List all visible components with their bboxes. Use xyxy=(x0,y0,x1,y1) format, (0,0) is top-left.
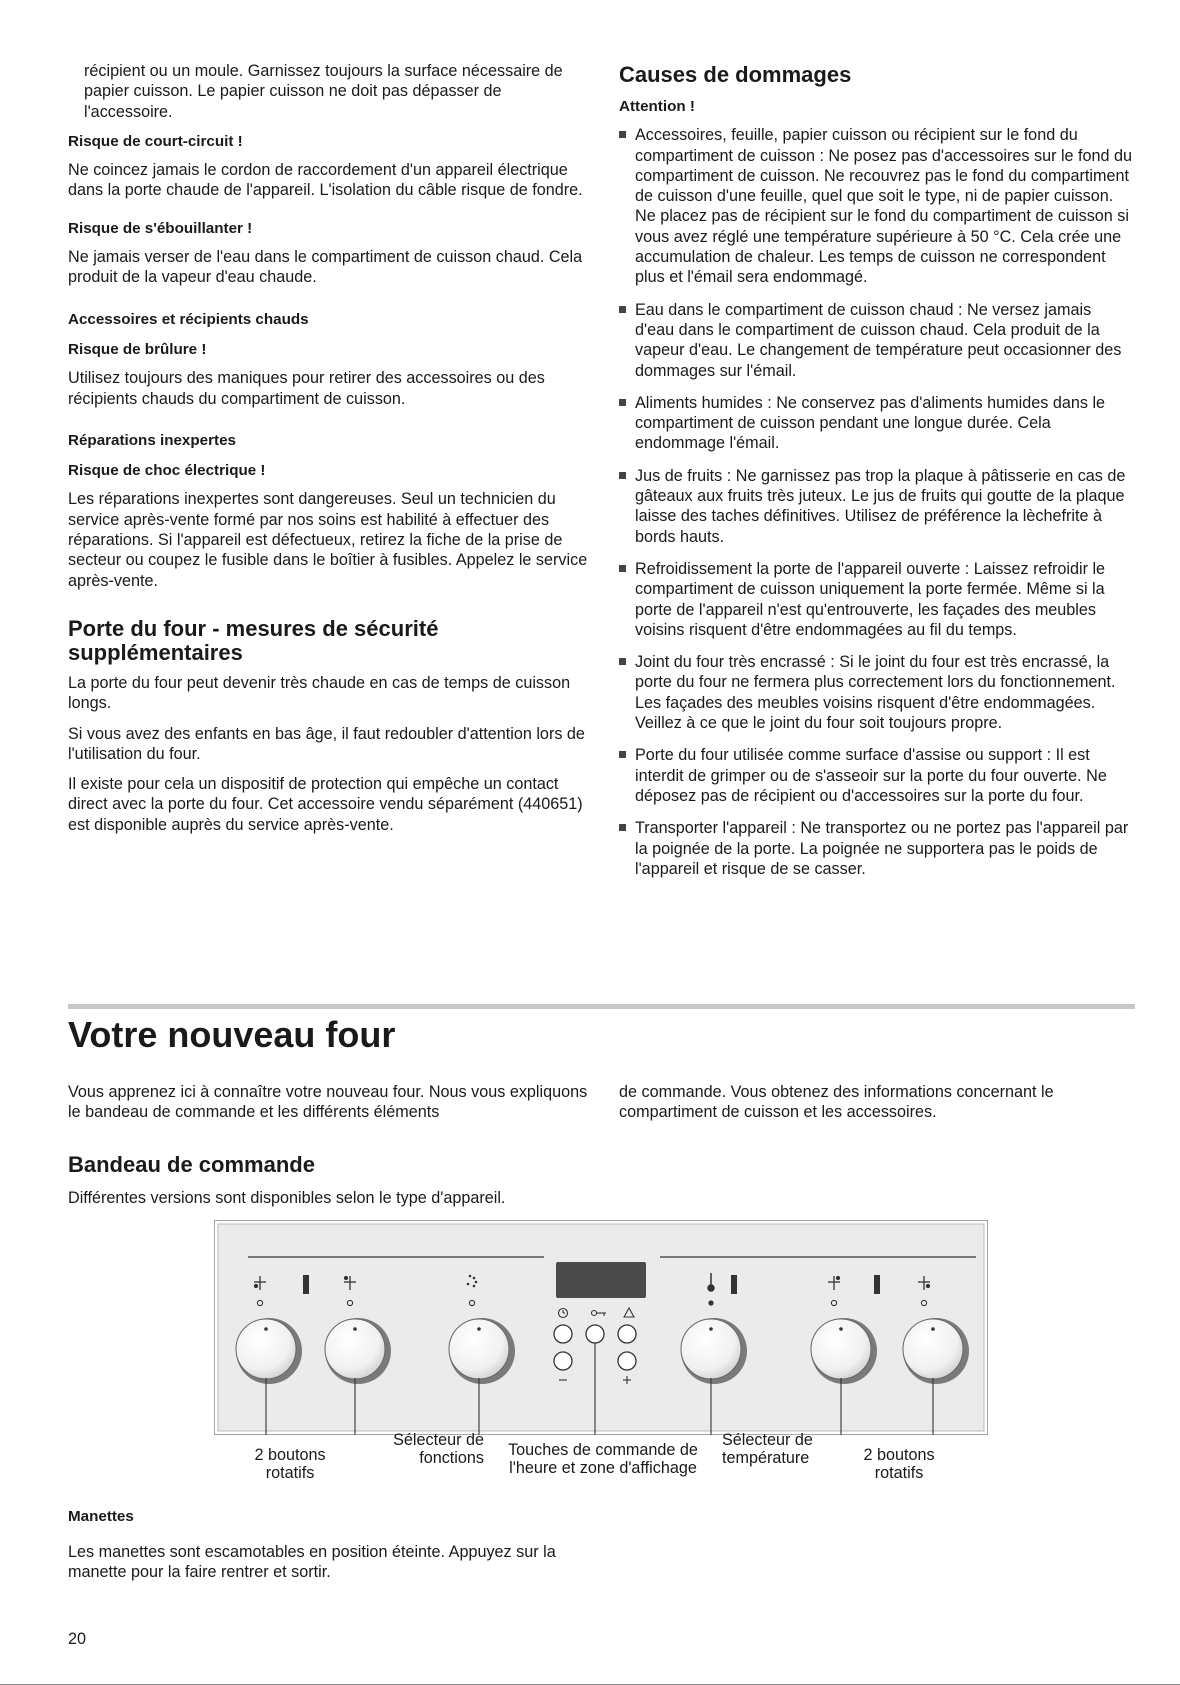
list-item: Eau dans le compartiment de cuisson chaud : Ne versez jamais d'eau dans le compartiment de cuisson chaud. Cela produit de la vapeur d'eau. Le changement de température peut occasionner des dommages sur l'émail. xyxy=(619,300,1133,381)
panel-heading: Bandeau de commande xyxy=(68,1152,315,1177)
panel-text: Différentes versions sont disponibles selon le type d'appareil. xyxy=(68,1189,506,1207)
knobs-heading: Manettes xyxy=(68,1508,134,1525)
zone-bar xyxy=(731,1275,737,1294)
list-item: Joint du four très encrassé : Si le joint du four est très encrassé, la porte du four ne fermera plus correctement lors du fonctionnement. Les façades des meubles voisins risquent d'être endommagées. Veillez à ce que le joint du four soit toujours propre. xyxy=(619,652,1133,733)
control-panel-diagram xyxy=(214,1220,988,1435)
knobs-text: Les manettes sont escamotables en position éteinte. Appuyez sur la manette pour la faire rentrer et sortir. xyxy=(68,1543,556,1582)
list-item: Accessoires, feuille, papier cuisson ou récipient sur le fond du compartiment de cuisson : Ne posez pas d'accessoires sur le fond du compartiment de cuisson. Ne recouvrez pas le fond du compartiment de cuisson d'une feuille, quel que soit le type, ni de papier cuisson. Ne placez pas de récipient sur le fond du compartiment de cuisson si vous avez réglé une température supérieure à 50 °C. Cela crée une accumulation de chaleur. Les temps de cuisson ne correspondent plus et l'émail sera endommagé. xyxy=(619,125,1133,287)
callout-function-selector: Sélecteur de fonctions xyxy=(393,1431,484,1467)
zone-bar xyxy=(874,1275,880,1294)
list-item: Aliments humides : Ne conservez pas d'aliments humides dans le compartiment de cuisson pendant une longue durée. Cela endommage l'émail. xyxy=(619,393,1133,454)
list-item: Jus de fruits : Ne garnissez pas trop la plaque à pâtisserie en cas de gâteaux aux fruits très juteux. Le jus de fruits qui goutte de la plaque laisse des taches définitives. Utilisez de préférence la lèchefrite à bords hauts. xyxy=(619,466,1133,547)
door-paragraph-1: La porte du four peut devenir très chaude en cas de temps de cuisson longs. xyxy=(68,673,571,713)
hot-accessories-title: Accessoires et récipients chauds xyxy=(68,310,309,328)
damage-heading: Causes de dommages xyxy=(619,62,852,87)
short-circuit-text: Ne coincez jamais le cordon de raccordement d'un appareil électrique dans la porte chaude de l'appareil. L'isolation du câble risque de fondre. xyxy=(68,161,583,200)
right-column xyxy=(619,61,1133,891)
section-intro-left: Vous apprenez ici à connaître votre nouveau four. Nous vous expliquons le bandeau de commande et les différents éléments xyxy=(68,1083,588,1122)
zone-bar xyxy=(303,1275,309,1294)
callout-touch-keys: Touches de commande de l'heure et zone d'affichage xyxy=(508,1441,698,1477)
door-heading: Porte du four - mesures de sécurité supplémentaires xyxy=(68,615,439,665)
section-intro-right: de commande. Vous obtenez des informations concernant le compartiment de cuisson et les accessoires. xyxy=(619,1083,1054,1122)
section-title: Votre nouveau four xyxy=(68,1014,396,1055)
display-screen xyxy=(556,1262,646,1298)
list-item: Porte du four utilisée comme surface d'assise ou support : Il est interdit de grimper ou de s'asseoir sur la porte du four ouverte. Ne déposez pas de récipient ou d'accessoires sur la porte du four. xyxy=(619,745,1133,806)
left-column xyxy=(68,61,588,845)
list-item: Transporter l'appareil : Ne transportez ou ne portez pas l'appareil par la poignée de la porte. La poignée ne supportera pas le poids de l'appareil et risque de se casser. xyxy=(619,818,1133,879)
door-paragraph-2: Si vous avez des enfants en bas âge, il faut redoubler d'attention lors de l'utilisation du four. xyxy=(68,724,585,763)
damage-list xyxy=(619,125,1133,879)
door-paragraph-3: Il existe pour cela un dispositif de protection qui empêche un contact direct avec la porte du four. Cet accessoire vendu séparément (440651) est disponible auprès du service après-vente. xyxy=(68,775,583,834)
burn-text: Utilisez toujours des maniques pour retirer des accessoires ou des récipients chauds du compartiment de cuisson. xyxy=(68,369,545,408)
short-circuit-title: Risque de court-circuit ! xyxy=(68,132,243,150)
callout-rotary-left: 2 boutons rotatifs xyxy=(254,1446,326,1482)
shock-text: Les réparations inexpertes sont dangereuses. Seul un technicien du service après-vente formé par nos soins est habilité à effectuer des réparations. Si l'appareil est défectueux, retirez la fiche de la prise de secteur ou coupez le fusible dans le boîtier à fusibles. Appelez le service après-vente. xyxy=(68,490,588,590)
callout-rotary-right: 2 boutons rotatifs xyxy=(863,1446,935,1482)
list-item: Refroidissement la porte de l'appareil ouverte : Laissez refroidir le compartiment de cuisson uniquement la porte fermée. Même si la porte de l'appareil n'est qu'entrouverte, les façades des meubles voisins risquent d'être endommagées au fil du temps. xyxy=(619,559,1133,640)
page-number: 20 xyxy=(68,1630,87,1648)
burn-title: Risque de brûlure ! xyxy=(68,340,207,358)
repairs-title: Réparations inexpertes xyxy=(68,431,236,449)
callout-temp-selector: Sélecteur de température xyxy=(722,1431,813,1467)
scald-text: Ne jamais verser de l'eau dans le compartiment de cuisson chaud. Cela produit de la vapeur d'eau chaude. xyxy=(68,248,583,287)
intro-paragraph: récipient ou un moule. Garnissez toujours la surface nécessaire de papier cuisson. Le papier cuisson ne doit pas dépasser de l'accessoire. xyxy=(84,62,563,121)
shock-title: Risque de choc électrique ! xyxy=(68,462,266,480)
scald-title: Risque de s'ébouillanter ! xyxy=(68,219,253,237)
attention-label: Attention ! xyxy=(619,98,695,115)
section-divider xyxy=(68,1004,1135,1009)
